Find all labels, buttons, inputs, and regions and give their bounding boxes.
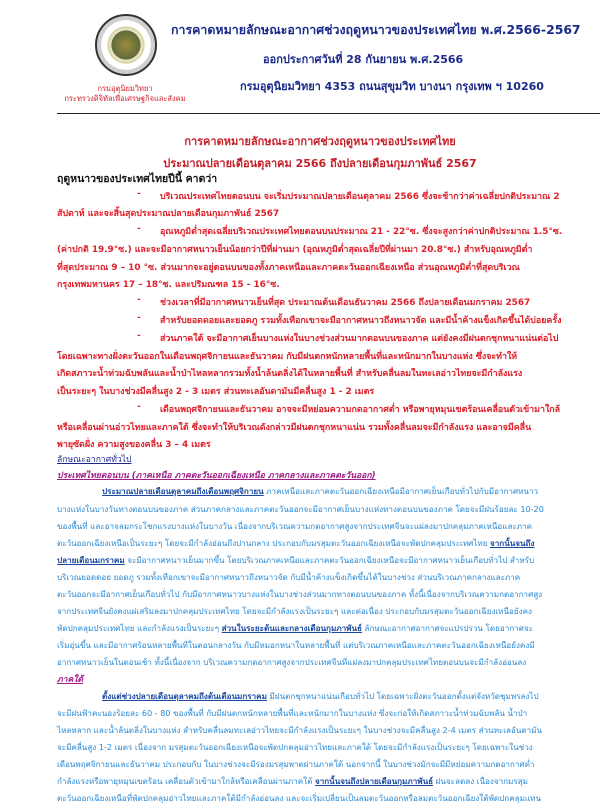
bullet-5-line-1: ส่วนภาคใต้ จะมีอากาศเย็นบางแห่งในบางช่วงส่วนมากตอนบนของภาค แต่ยังคงมีฝนตกชุกหนาแน่นต่อไป [160,334,559,344]
bullet-6-line-3: พายุซัดฝั่ง ความสูงของคลื่น 3 – 4 เมตร [57,440,211,450]
bullet-2-line-4: กรุงเทพมหานคร 17 – 18°ซ. และปริมณฑล 15 - 16°ซ. [57,280,280,290]
bullet-5-line-3: เกิดสภาวะน้ำท่วมฉับพลันและน้ำป่าไหลหลากรวมทั้งน้ำล้นตลิ่งได้ในหลายพื้นที่ สำหรับคลื่นลมในทะเลอ่าวไทยจะมีกำลังแรง [57,369,523,379]
org-name: กรมอุตุนิยมวิทยา [97,84,153,93]
south-heading: ภาคใต้ [57,675,84,685]
upper-line-9: พัดปกคลุมประเทศไทย และกำลังแรงเป็นระยะๆ ส่วนในระยะต้นและกลางเดือนกุมภาพันธ์ ลักษณะอากาศอากาศจะแปรปรวน โดยอากาศจะ [57,623,533,633]
bullet-dash: - [137,224,141,234]
south-line-2: จะมีฝนฟ้าคะนองร้อยละ 60 - 80 ของพื้นที่ กับมีฝนตกหนักหลายพื้นที่และหนักมากในบางแห่ง ซึ่งจะก่อให้เกิดสภาวะน้ำท่วมฉับพลัน น้ำป่า [57,708,528,718]
upper-line-4: ตะวันออกเฉียงเหนือเป็นระยะๆ โดยจะมีกำลังอ่อนถึงปานกลาง ประกอบกับมรสุมตะวันออกเฉียงเหนือจะพัดปกคลุมประเทศไทย จากนั้นจนถึง [57,538,535,548]
content-subtitle: ประมาณปลายเดือนตุลาคม 2566 ถึงปลายเดือนกุมภาพันธ์ 2567 [163,157,477,170]
bullet-6-line-1: เดือนพฤศจิกายนและธันวาคม อาจจะมีหย่อมความกดอากาศต่ำ หรือพายุหมุนเขตร้อนเคลื่อนตัวเข้ามาใกล้ [160,405,561,415]
document-title: การคาดหมายลักษณะอากาศช่วงฤดูหนาวของประเทศไทย พ.ศ.2566-2567 [171,22,581,37]
meteorological-department-seal-icon [95,14,157,76]
upper-line-1: ประมาณปลายเดือนตุลาคมถึงเดือนพฤศจิกายน ภาคเหนือและภาคตะวันออกเฉียงเหนือมีอากาศเย็นเกือบทั่วไปกับมีอากาศหนาว [102,486,539,496]
south-line-6: กำลังแรงหรือพายุหมุนเขตร้อน เคลื่อนตัวเข้ามาใกล้หรือเคลื่อนผ่านภาคใต้ จากนั้นจนถึงปลายเดือนกุมภาพันธ์ ฝนจะลดลง เนื่องจากมรสุม [57,776,528,786]
bullet-1-line-1: บริเวณประเทศไทยตอนบน จะเริ่มประมาณปลายเดือนตุลาคม 2566 ซึ่งจะช้ากว่าค่าเฉลี่ยปกติประมาณ 2 [160,192,560,202]
upper-line-11: อากาศหนาวเย็นในตอนเช้า ทั้งนี้เนื่องจาก บริเวณความกดอากาศสูงจากประเทศจีนที่แผ่ลงมาปกคลุมประเทศไทยตอนบนจะมีกำลังอ่อนลง [57,657,527,667]
bullet-dash: - [137,331,141,341]
bullet-3-line-1: ช่วงเวลาที่มีอากาศหนาวเย็นที่สุด ประมาณต้นเดือนธันวาคม 2566 ถึงปลายเดือนมกราคม 2567 [160,298,531,308]
header-divider [57,113,600,114]
south-line-4: จะมีคลื่นสูง 1-2 เมตร เนื่องจาก มรสุมตะวันออกเฉียงเหนือจะพัดปกคลุมอ่าวไทยและภาคใต้ โดยจะมีกำลังแรงเป็นระยะๆ โดยเฉพาะในช่วง [57,742,533,752]
upper-line-6: บริเวณยอดดอย ยอดภู รวมทั้งเทือกเขาจะมีอากาศหนาวถึงหนาวจัด กับมีน้ำค้างแข็งเกิดขึ้นได้ในบางช่วง ส่วนบริเวณภาคกลางและภาค [57,572,521,582]
south-line-7: ตะวันออกเฉียงเหนือที่พัดปกคลุมอ่าวไทยและภาคใต้มีกำลังอ่อนลง และจะเริ่มเปลี่ยนเป็นลมตะวันออกหรือลมตะวันออกเฉียงใต้พัดปกคลุมแทน [57,793,541,803]
upper-thailand-heading: ประเทศไทยตอนบน (ภาคเหนือ ภาคตะวันออกเฉียงเหนือ ภาคกลางและภาคตะวันออก) [57,471,376,481]
south-line-1: ตั้งแต่ช่วงปลายเดือนตุลาคมถึงต้นเดือนมกราคม มีฝนตกชุกหนาแน่นเกือบทั่วไป โดยเฉพาะฝั่งตะวันออกตั้งแต่จังหวัดชุมพรลงไป [102,691,539,701]
upper-line-10: เริ่มอุ่นขึ้น และมีอากาศร้อนหลายพื้นที่ในตอนกลางวัน กับมีหมอกหนาในหลายพื้นที่ แต่บริเวณภาคเหนือและภาคตะวันออกเฉียงเหนือยังคงมี [57,640,535,650]
bullet-2-line-2: (ค่าปกติ 19.9°ซ.) และจะมีอากาศหนาวเย็นน้อยกว่าปีที่ผ่านมา (อุณหภูมิต่ำสุดเฉลี่ยปีที่ผ่านมา 20.8°ซ.) สำหรับอุณหภูมิต่ำ [57,245,533,255]
lead-text: ฤดูหนาวของประเทศไทยปีนี้ คาดว่า [57,173,218,185]
bullet-2-line-3: ที่สุดประมาณ 9 – 10 °ซ. ส่วนมากจะอยู่ตอนบนของทั้งภาคเหนือและภาคตะวันออกเฉียงเหนือ ส่วนอุณหภูมิต่ำที่สุดบริเวณ [57,263,520,273]
bullet-2-line-1: อุณหภูมิต่ำสุดเฉลี่ยบริเวณประเทศไทยตอนบนประมาณ 21 - 22°ซ. ซึ่งจะสูงกว่าค่าปกติประมาณ 1.5°ซ. [160,227,563,237]
bullet-1-line-2: สัปดาห์ และจะสิ้นสุดประมาณปลายเดือนกุมภาพันธ์ 2567 [57,209,280,219]
upper-line-8: จากประเทศจีนยังคงแผ่เสริมลงมาปกคลุมประเทศไทย โดยจะมีกำลังแรงเป็นระยะๆ และต่อเนื่อง ประกอบกับมรสุมตะวันออกเฉียงเหนือยังคง [57,606,532,616]
bullet-4-line-1: สำหรับยอดดอยและยอดภู รวมทั้งเทือกเขาจะมีอากาศหนาวถึงหนาวจัด และมีน้ำค้างแข็งเกิดขึ้นได้บ่อยครั้ง [160,316,562,326]
upper-line-5: ปลายเดือนมกราคม จะมีอากาศหนาวเย็นมากขึ้น โดยบริเวณภาคเหนือและภาคตะวันออกเฉียงเหนือจะมีอากาศหนาวเย็นเกือบทั่วไป สำหรับ [57,555,535,565]
address: กรมอุตุนิยมวิทยา 4353 ถนนสุขุมวิท บางนา กรุงเทพ ฯ 10260 [240,80,544,93]
ministry-name: กระทรวงดิจิทัลเพื่อเศรษฐกิจและสังคม [64,94,186,103]
south-line-5: เดือนพฤศจิกายนและธันวาคม ประกอบกับ ในบางช่วงจะมีร่องมรสุมพาดผ่านภาคใต้ นอกจากนี้ ในบางช่วงมักจะมีมีหย่อมความกดอากาศต่ำ [57,759,535,769]
bullet-dash: - [137,402,141,412]
upper-line-3: ของพื้นที่ และอาจลมกระโชกแรงบางแห่งในบางวัน เนื่องจากบริเวณความกดอากาศสูงจากประเทศจีนจะแผ่ลงมาปกคลุมภาคเหนือและภาค [57,521,533,531]
upper-line-2: บางแห่งในบางวันทางตอนบนของภาค ส่วนภาคกลางและภาคตะวันออกจะมีอากาศเย็นบางแห่งทางตอนบนของภาค โดยจะมีฝนร้อยละ 10-20 [57,504,544,514]
bullet-dash: - [137,313,141,323]
bullet-6-line-2: หรือเคลื่อนผ่านอ่าวไทยและภาคใต้ ซึ่งจะทำให้บริเวณดังกล่าวมีฝนตกชุกหนาแน่น รวมทั้งคลื่นลมจะมีกำลังแรง และอาจมีคลื่น [57,423,532,433]
content-title: การคาดหมายลักษณะอากาศช่วงฤดูหนาวของประเทศไทย [184,135,456,148]
bullet-5-line-4: เป็นระยะๆ ในบางช่วงมีคลื่นสูง 2 - 3 เมตร ส่วนทะเลอันดามันมีคลื่นสูง 1 - 2 เมตร [57,387,375,397]
bullet-dash: - [137,189,141,199]
bullet-dash: - [137,295,141,305]
south-line-3: ไหลหลาก และน้ำล้นตลิ่งในบางแห่ง สำหรับคลื่นลมทะเลอ่าวไทยจะมีกำลังแรงเป็นระยะๆ ในบางช่วงจะมีคลื่นสูง 2-4 เมตร ส่วนทะเลอันดามัน [57,725,543,735]
general-heading: ลักษณะอากาศทั่วไป [57,455,132,465]
upper-line-7: ตะวันออกจะมีอากาศเย็นเกือบทั่วไป กับมีอากาศหนาวบางแห่งในบางช่วงส่วนมากทางตอนบนของภาค ทั้งนี้เนื่องจากบริเวณความกดอากาศสูง [57,589,543,599]
bullet-5-line-2: โดยเฉพาะทางฝั่งตะวันออกในเดือนพฤศจิกายนและธันวาคม กับมีฝนตกหนักหลายพื้นที่และหนักมากในบางแห่ง ซึ่งจะทำให้ [57,352,518,362]
issue-date: ออกประกาศวันที่ 28 กันยายน พ.ศ.2566 [263,53,464,66]
